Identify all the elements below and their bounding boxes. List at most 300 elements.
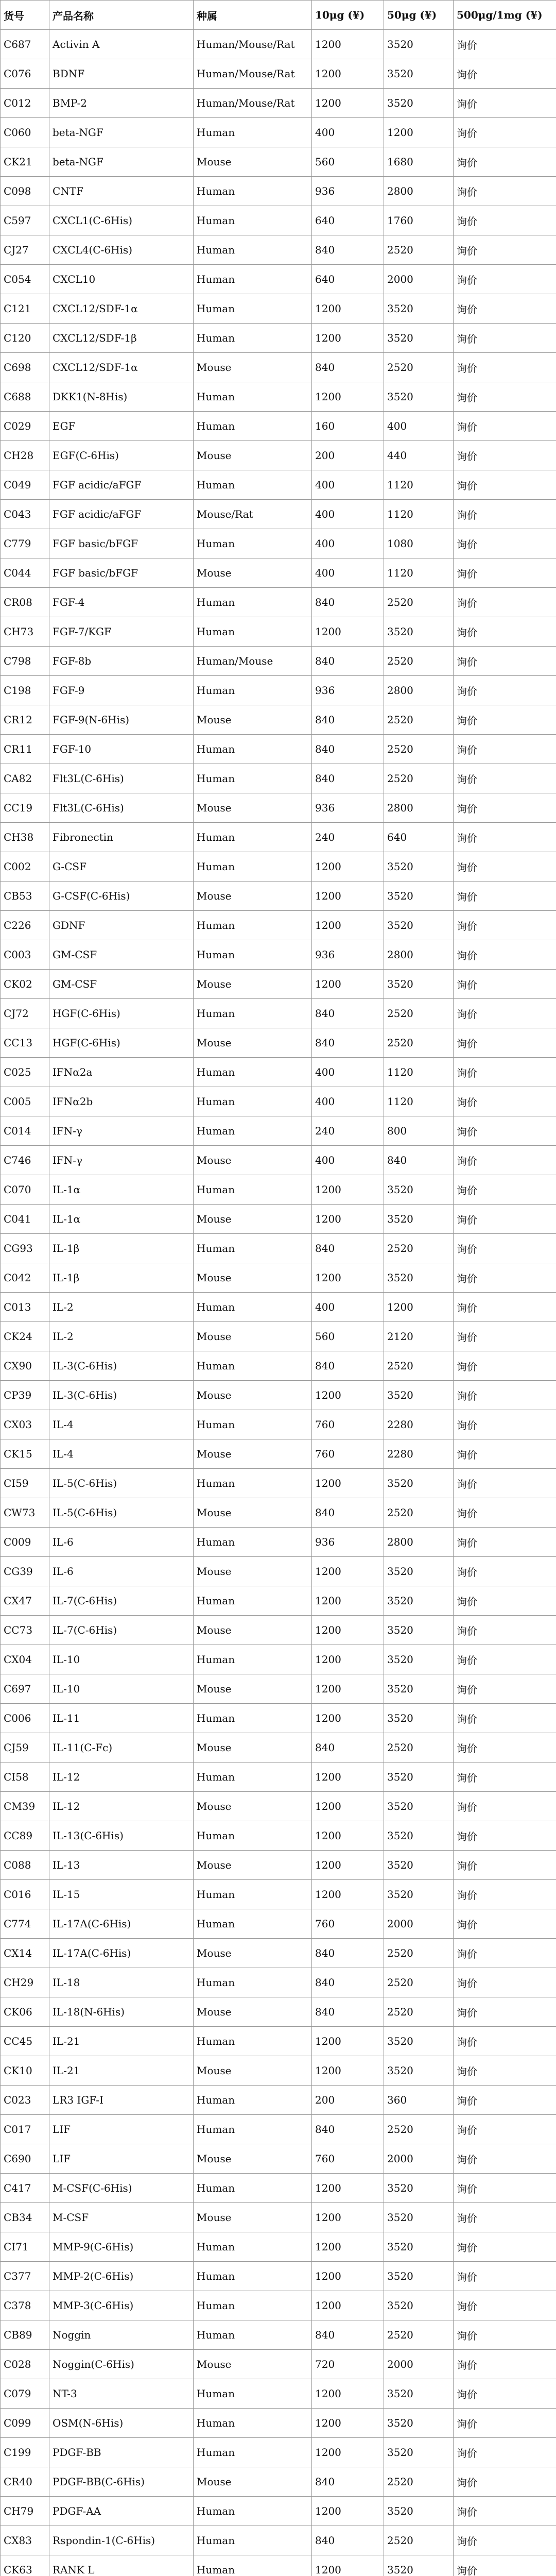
table-row (1, 1645, 556, 1674)
cell-catalog-number: CK21 (1, 147, 49, 177)
table-row (1, 1087, 556, 1116)
cell-price-500ug-1mg: 询价 (454, 1293, 556, 1322)
cell-product-name: IL-15 (49, 1880, 194, 1909)
table-row (1, 999, 556, 1028)
cell-species: Human (194, 1469, 312, 1498)
table-row (1, 147, 556, 177)
cell-species: Human (194, 412, 312, 441)
table-row (1, 2086, 556, 2115)
cell-product-name: FGF acidic/aFGF (49, 500, 194, 529)
cell-price-50ug: 3520 (384, 2379, 454, 2409)
cell-price-10ug: 840 (312, 735, 384, 764)
cell-species: Human (194, 1909, 312, 1939)
cell-price-50ug: 2120 (384, 1322, 454, 1351)
cell-price-50ug: 2520 (384, 999, 454, 1028)
cell-catalog-number: CP39 (1, 1381, 49, 1410)
cell-price-10ug: 640 (312, 265, 384, 294)
table-row (1, 588, 556, 617)
cell-product-name: FGF-7/KGF (49, 617, 194, 647)
cell-price-10ug: 1200 (312, 2497, 384, 2526)
cell-species: Human (194, 265, 312, 294)
cell-price-10ug: 1200 (312, 89, 384, 118)
cell-product-name: IL-18(N-6His) (49, 1997, 194, 2027)
cell-price-50ug: 2520 (384, 1028, 454, 1058)
cell-price-10ug: 1200 (312, 2232, 384, 2262)
cell-price-10ug: 1200 (312, 1704, 384, 1733)
cell-species: Human (194, 2526, 312, 2555)
table-row (1, 2350, 556, 2379)
cell-price-50ug: 2800 (384, 676, 454, 705)
cell-catalog-number: CA82 (1, 764, 49, 793)
cell-price-500ug-1mg: 询价 (454, 1498, 556, 1528)
cell-price-500ug-1mg: 询价 (454, 294, 556, 324)
cell-catalog-number: C029 (1, 412, 49, 441)
cell-price-500ug-1mg: 询价 (454, 1616, 556, 1645)
cell-price-50ug: 3520 (384, 2027, 454, 2056)
cell-product-name: IL-12 (49, 1792, 194, 1821)
cell-price-10ug: 400 (312, 118, 384, 147)
cell-price-50ug: 1080 (384, 529, 454, 558)
cell-price-50ug: 640 (384, 823, 454, 852)
cell-product-name: LIF (49, 2144, 194, 2174)
cell-product-name: PDGF-BB (49, 2438, 194, 2467)
table-row (1, 1028, 556, 1058)
cell-product-name: G-CSF (49, 852, 194, 882)
cell-species: Mouse (194, 1146, 312, 1175)
cell-price-50ug: 2800 (384, 177, 454, 206)
cell-price-10ug: 1200 (312, 1616, 384, 1645)
cell-price-50ug: 3520 (384, 59, 454, 89)
cell-price-50ug: 1120 (384, 470, 454, 500)
cell-product-name: MMP-2(C-6His) (49, 2262, 194, 2291)
cell-price-500ug-1mg: 询价 (454, 970, 556, 999)
cell-price-500ug-1mg: 询价 (454, 147, 556, 177)
cell-catalog-number: CH28 (1, 441, 49, 470)
cell-catalog-number: C597 (1, 206, 49, 235)
cell-species: Human (194, 617, 312, 647)
cell-price-50ug: 3520 (384, 1762, 454, 1792)
cell-product-name: HGF(C-6His) (49, 1028, 194, 1058)
cell-price-500ug-1mg: 询价 (454, 324, 556, 353)
cell-price-50ug: 1760 (384, 206, 454, 235)
cell-price-50ug: 3520 (384, 852, 454, 882)
cell-catalog-number: C060 (1, 118, 49, 147)
cell-price-10ug: 840 (312, 1733, 384, 1762)
cell-price-50ug: 2800 (384, 940, 454, 970)
cell-catalog-number: C003 (1, 940, 49, 970)
cell-price-500ug-1mg: 询价 (454, 882, 556, 911)
cell-price-50ug: 3520 (384, 1792, 454, 1821)
cell-species: Human (194, 118, 312, 147)
cell-price-500ug-1mg: 询价 (454, 89, 556, 118)
cell-price-500ug-1mg: 询价 (454, 1645, 556, 1674)
cell-price-10ug: 1200 (312, 1674, 384, 1704)
cell-product-name: IFNα2a (49, 1058, 194, 1087)
table-row (1, 2320, 556, 2350)
cell-catalog-number: CK06 (1, 1997, 49, 2027)
cell-price-10ug: 560 (312, 147, 384, 177)
table-row (1, 1909, 556, 1939)
cell-species: Human (194, 823, 312, 852)
cell-product-name: IL-5(C-6His) (49, 1498, 194, 1528)
cell-price-50ug: 3520 (384, 1851, 454, 1880)
cell-price-50ug: 840 (384, 1146, 454, 1175)
cell-price-10ug: 200 (312, 2086, 384, 2115)
cell-price-500ug-1mg: 询价 (454, 1175, 556, 1205)
cell-product-name: FGF-4 (49, 588, 194, 617)
table-row (1, 1175, 556, 1205)
cell-species: Human (194, 470, 312, 500)
table-row (1, 1234, 556, 1263)
cell-price-50ug: 1120 (384, 1058, 454, 1087)
table-row (1, 1146, 556, 1175)
table-row (1, 1469, 556, 1498)
cell-species: Mouse (194, 2467, 312, 2497)
cell-catalog-number: C043 (1, 500, 49, 529)
cell-product-name: EGF(C-6His) (49, 441, 194, 470)
cell-price-10ug: 936 (312, 676, 384, 705)
table-row (1, 412, 556, 441)
cell-price-50ug: 2800 (384, 1528, 454, 1557)
cell-catalog-number: C079 (1, 2379, 49, 2409)
cell-species: Mouse (194, 1616, 312, 1645)
cell-price-500ug-1mg: 询价 (454, 1851, 556, 1880)
table-row (1, 1322, 556, 1351)
header-catalog-number: 货号 (1, 1, 49, 30)
table-row (1, 1293, 556, 1322)
table-row (1, 118, 556, 147)
table-row (1, 1821, 556, 1851)
cell-price-50ug: 3520 (384, 2555, 454, 2576)
cell-product-name: FGF acidic/aFGF (49, 470, 194, 500)
cell-price-500ug-1mg: 询价 (454, 2379, 556, 2409)
cell-species: Human (194, 2262, 312, 2291)
cell-price-50ug: 2520 (384, 647, 454, 676)
cell-product-name: PDGF-BB(C-6His) (49, 2467, 194, 2497)
cell-price-50ug: 2520 (384, 1968, 454, 1997)
cell-price-50ug: 2000 (384, 2350, 454, 2379)
cell-price-50ug: 2520 (384, 2526, 454, 2555)
cell-species: Mouse (194, 1498, 312, 1528)
cell-catalog-number: CC45 (1, 2027, 49, 2056)
cell-species: Human (194, 2409, 312, 2438)
cell-price-50ug: 3520 (384, 2262, 454, 2291)
cell-species: Human/Mouse/Rat (194, 30, 312, 59)
cell-product-name: CXCL1(C-6His) (49, 206, 194, 235)
cell-product-name: Noggin(C-6His) (49, 2350, 194, 2379)
table-row (1, 470, 556, 500)
cell-price-50ug: 3520 (384, 2438, 454, 2467)
cell-price-10ug: 400 (312, 470, 384, 500)
cell-price-10ug: 840 (312, 353, 384, 382)
cell-price-50ug: 3520 (384, 2174, 454, 2203)
cell-price-10ug: 936 (312, 940, 384, 970)
cell-price-500ug-1mg: 询价 (454, 1586, 556, 1616)
table-row (1, 235, 556, 265)
cell-species: Human (194, 1880, 312, 1909)
cell-price-500ug-1mg: 询价 (454, 617, 556, 647)
cell-price-50ug: 3520 (384, 294, 454, 324)
cell-price-10ug: 1200 (312, 2262, 384, 2291)
cell-price-50ug: 3520 (384, 1645, 454, 1674)
cell-catalog-number: CW73 (1, 1498, 49, 1528)
cell-species: Mouse (194, 558, 312, 588)
cell-product-name: Flt3L(C-6His) (49, 764, 194, 793)
cell-price-500ug-1mg: 询价 (454, 1028, 556, 1058)
cell-price-10ug: 1200 (312, 1851, 384, 1880)
cell-price-500ug-1mg: 询价 (454, 382, 556, 412)
cell-product-name: IL-2 (49, 1322, 194, 1351)
cell-species: Human (194, 1821, 312, 1851)
cell-species: Mouse (194, 882, 312, 911)
cell-species: Human (194, 676, 312, 705)
cell-price-50ug: 3520 (384, 1263, 454, 1293)
cell-product-name: FGF-9(N-6His) (49, 705, 194, 735)
cell-price-50ug: 2000 (384, 265, 454, 294)
cell-price-500ug-1mg: 询价 (454, 1704, 556, 1733)
cell-species: Mouse (194, 1674, 312, 1704)
cell-product-name: IL-10 (49, 1674, 194, 1704)
cell-species: Mouse (194, 2203, 312, 2232)
cell-price-500ug-1mg: 询价 (454, 470, 556, 500)
cell-price-10ug: 400 (312, 1087, 384, 1116)
table-row (1, 1410, 556, 1439)
cell-price-50ug: 3520 (384, 1880, 454, 1909)
cell-price-10ug: 240 (312, 823, 384, 852)
cell-product-name: IL-17A(C-6His) (49, 1909, 194, 1939)
cell-catalog-number: C070 (1, 1175, 49, 1205)
cell-price-500ug-1mg: 询价 (454, 59, 556, 89)
table-row (1, 1939, 556, 1968)
cell-catalog-number: CK15 (1, 1439, 49, 1469)
cell-catalog-number: CK02 (1, 970, 49, 999)
table-row (1, 2291, 556, 2320)
cell-price-10ug: 400 (312, 1146, 384, 1175)
cell-catalog-number: CX14 (1, 1939, 49, 1968)
cell-price-500ug-1mg: 询价 (454, 353, 556, 382)
cell-product-name: IL-4 (49, 1410, 194, 1439)
cell-price-50ug: 400 (384, 412, 454, 441)
cell-catalog-number: C698 (1, 353, 49, 382)
table-row (1, 324, 556, 353)
cell-price-10ug: 1200 (312, 1205, 384, 1234)
cell-price-10ug: 760 (312, 2144, 384, 2174)
cell-price-500ug-1mg: 询价 (454, 235, 556, 265)
cell-product-name: CXCL10 (49, 265, 194, 294)
cell-price-500ug-1mg: 询价 (454, 2115, 556, 2144)
table-row (1, 823, 556, 852)
table-row (1, 30, 556, 59)
cell-price-50ug: 1120 (384, 1087, 454, 1116)
cell-species: Mouse (194, 2056, 312, 2086)
table-row (1, 2027, 556, 2056)
cell-catalog-number: CR40 (1, 2467, 49, 2497)
cell-species: Human/Mouse/Rat (194, 59, 312, 89)
cell-price-500ug-1mg: 询价 (454, 2467, 556, 2497)
cell-price-500ug-1mg: 询价 (454, 1087, 556, 1116)
cell-price-500ug-1mg: 询价 (454, 1557, 556, 1586)
cell-price-50ug: 2800 (384, 793, 454, 823)
cell-price-500ug-1mg: 询价 (454, 1351, 556, 1381)
cell-catalog-number: C098 (1, 177, 49, 206)
cell-catalog-number: C049 (1, 470, 49, 500)
cell-price-10ug: 1200 (312, 852, 384, 882)
cell-catalog-number: C014 (1, 1116, 49, 1146)
cell-price-10ug: 1200 (312, 2409, 384, 2438)
cell-product-name: IL-7(C-6His) (49, 1586, 194, 1616)
cell-price-10ug: 200 (312, 441, 384, 470)
cell-price-50ug: 440 (384, 441, 454, 470)
cell-species: Human (194, 852, 312, 882)
cell-price-500ug-1mg: 询价 (454, 1205, 556, 1234)
header-price-10ug: 10μg (¥) (312, 1, 384, 30)
cell-product-name: IL-10 (49, 1645, 194, 1674)
table-row (1, 676, 556, 705)
cell-catalog-number: C042 (1, 1263, 49, 1293)
cell-price-50ug: 2000 (384, 1909, 454, 1939)
cell-price-500ug-1mg: 询价 (454, 2497, 556, 2526)
cell-price-10ug: 1200 (312, 2379, 384, 2409)
table-row (1, 970, 556, 999)
cell-price-10ug: 1200 (312, 1263, 384, 1293)
cell-species: Human (194, 529, 312, 558)
cell-catalog-number: C697 (1, 1674, 49, 1704)
cell-species: Mouse (194, 1381, 312, 1410)
cell-species: Human (194, 2174, 312, 2203)
cell-catalog-number: CB34 (1, 2203, 49, 2232)
cell-price-10ug: 1200 (312, 1175, 384, 1205)
header-price-50ug: 50μg (¥) (384, 1, 454, 30)
cell-product-name: IL-7(C-6His) (49, 1616, 194, 1645)
table-row (1, 2203, 556, 2232)
cell-species: Human (194, 2086, 312, 2115)
cell-catalog-number: CK10 (1, 2056, 49, 2086)
cell-price-500ug-1mg: 询价 (454, 999, 556, 1028)
table-row (1, 764, 556, 793)
cell-species: Human (194, 324, 312, 353)
table-row (1, 940, 556, 970)
cell-catalog-number: CG39 (1, 1557, 49, 1586)
cell-product-name: IL-6 (49, 1557, 194, 1586)
table-row (1, 617, 556, 647)
cell-product-name: IL-4 (49, 1439, 194, 1469)
cell-catalog-number: C798 (1, 647, 49, 676)
cell-price-500ug-1mg: 询价 (454, 1968, 556, 1997)
cell-price-50ug: 3520 (384, 1557, 454, 1586)
table-row (1, 2379, 556, 2409)
table-row (1, 735, 556, 764)
cell-catalog-number: CB53 (1, 882, 49, 911)
cell-species: Mouse (194, 441, 312, 470)
cell-price-50ug: 1200 (384, 1293, 454, 1322)
cell-product-name: FGF-10 (49, 735, 194, 764)
cell-price-50ug: 2520 (384, 764, 454, 793)
cell-price-500ug-1mg: 询价 (454, 2086, 556, 2115)
cell-price-10ug: 1200 (312, 2291, 384, 2320)
table-row (1, 2409, 556, 2438)
cell-price-10ug: 1200 (312, 1586, 384, 1616)
cell-price-50ug: 3520 (384, 324, 454, 353)
table-row (1, 1498, 556, 1528)
cell-species: Human (194, 1704, 312, 1733)
cell-price-10ug: 1200 (312, 882, 384, 911)
cell-price-50ug: 3520 (384, 1175, 454, 1205)
cell-catalog-number: CH38 (1, 823, 49, 852)
table-row (1, 2115, 556, 2144)
cell-catalog-number: CH79 (1, 2497, 49, 2526)
cell-price-10ug: 400 (312, 558, 384, 588)
table-header-row (1, 1, 556, 30)
cell-catalog-number: C378 (1, 2291, 49, 2320)
cell-species: Mouse (194, 1851, 312, 1880)
cell-catalog-number: C005 (1, 1087, 49, 1116)
cell-product-name: IFNα2b (49, 1087, 194, 1116)
cell-price-10ug: 936 (312, 177, 384, 206)
cell-species: Human (194, 1762, 312, 1792)
cell-price-50ug: 800 (384, 1116, 454, 1146)
cell-catalog-number: C088 (1, 1851, 49, 1880)
cell-price-500ug-1mg: 询价 (454, 676, 556, 705)
cell-product-name: beta-NGF (49, 118, 194, 147)
table-row (1, 59, 556, 89)
cell-price-10ug: 400 (312, 500, 384, 529)
cell-species: Mouse (194, 705, 312, 735)
table-row (1, 1762, 556, 1792)
cell-price-500ug-1mg: 询价 (454, 529, 556, 558)
cell-species: Human (194, 2115, 312, 2144)
cell-product-name: CXCL12/SDF-1α (49, 353, 194, 382)
cell-species: Human (194, 1087, 312, 1116)
cell-product-name: CXCL12/SDF-1α (49, 294, 194, 324)
cell-catalog-number: CX47 (1, 1586, 49, 1616)
cell-catalog-number: CX83 (1, 2526, 49, 2555)
cell-price-50ug: 2520 (384, 235, 454, 265)
cell-price-10ug: 840 (312, 1939, 384, 1968)
cell-price-50ug: 3520 (384, 1821, 454, 1851)
cell-price-50ug: 1120 (384, 500, 454, 529)
cell-price-500ug-1mg: 询价 (454, 265, 556, 294)
cell-species: Mouse (194, 1439, 312, 1469)
cell-price-10ug: 760 (312, 1439, 384, 1469)
cell-price-500ug-1mg: 询价 (454, 177, 556, 206)
cell-product-name: beta-NGF (49, 147, 194, 177)
cell-price-10ug: 1200 (312, 911, 384, 940)
cell-price-10ug: 1200 (312, 1880, 384, 1909)
cell-catalog-number: CJ27 (1, 235, 49, 265)
cell-product-name: IL-13(C-6His) (49, 1821, 194, 1851)
cell-price-10ug: 1200 (312, 1762, 384, 1792)
cell-price-500ug-1mg: 询价 (454, 2232, 556, 2262)
cell-product-name: IL-1β (49, 1263, 194, 1293)
cell-catalog-number: C028 (1, 2350, 49, 2379)
cell-product-name: IL-1β (49, 1234, 194, 1263)
cell-species: Human (194, 1528, 312, 1557)
cell-price-500ug-1mg: 询价 (454, 2555, 556, 2576)
cell-catalog-number: CC13 (1, 1028, 49, 1058)
cell-price-10ug: 936 (312, 793, 384, 823)
cell-species: Human (194, 940, 312, 970)
cell-species: Human (194, 999, 312, 1028)
cell-product-name: IL-12 (49, 1762, 194, 1792)
cell-product-name: IL-18 (49, 1968, 194, 1997)
cell-product-name: Flt3L(C-6His) (49, 793, 194, 823)
cell-species: Mouse (194, 147, 312, 177)
table-row (1, 1263, 556, 1293)
table-row (1, 1586, 556, 1616)
cell-price-500ug-1mg: 询价 (454, 2320, 556, 2350)
cell-price-500ug-1mg: 询价 (454, 2409, 556, 2438)
cell-price-50ug: 2520 (384, 735, 454, 764)
